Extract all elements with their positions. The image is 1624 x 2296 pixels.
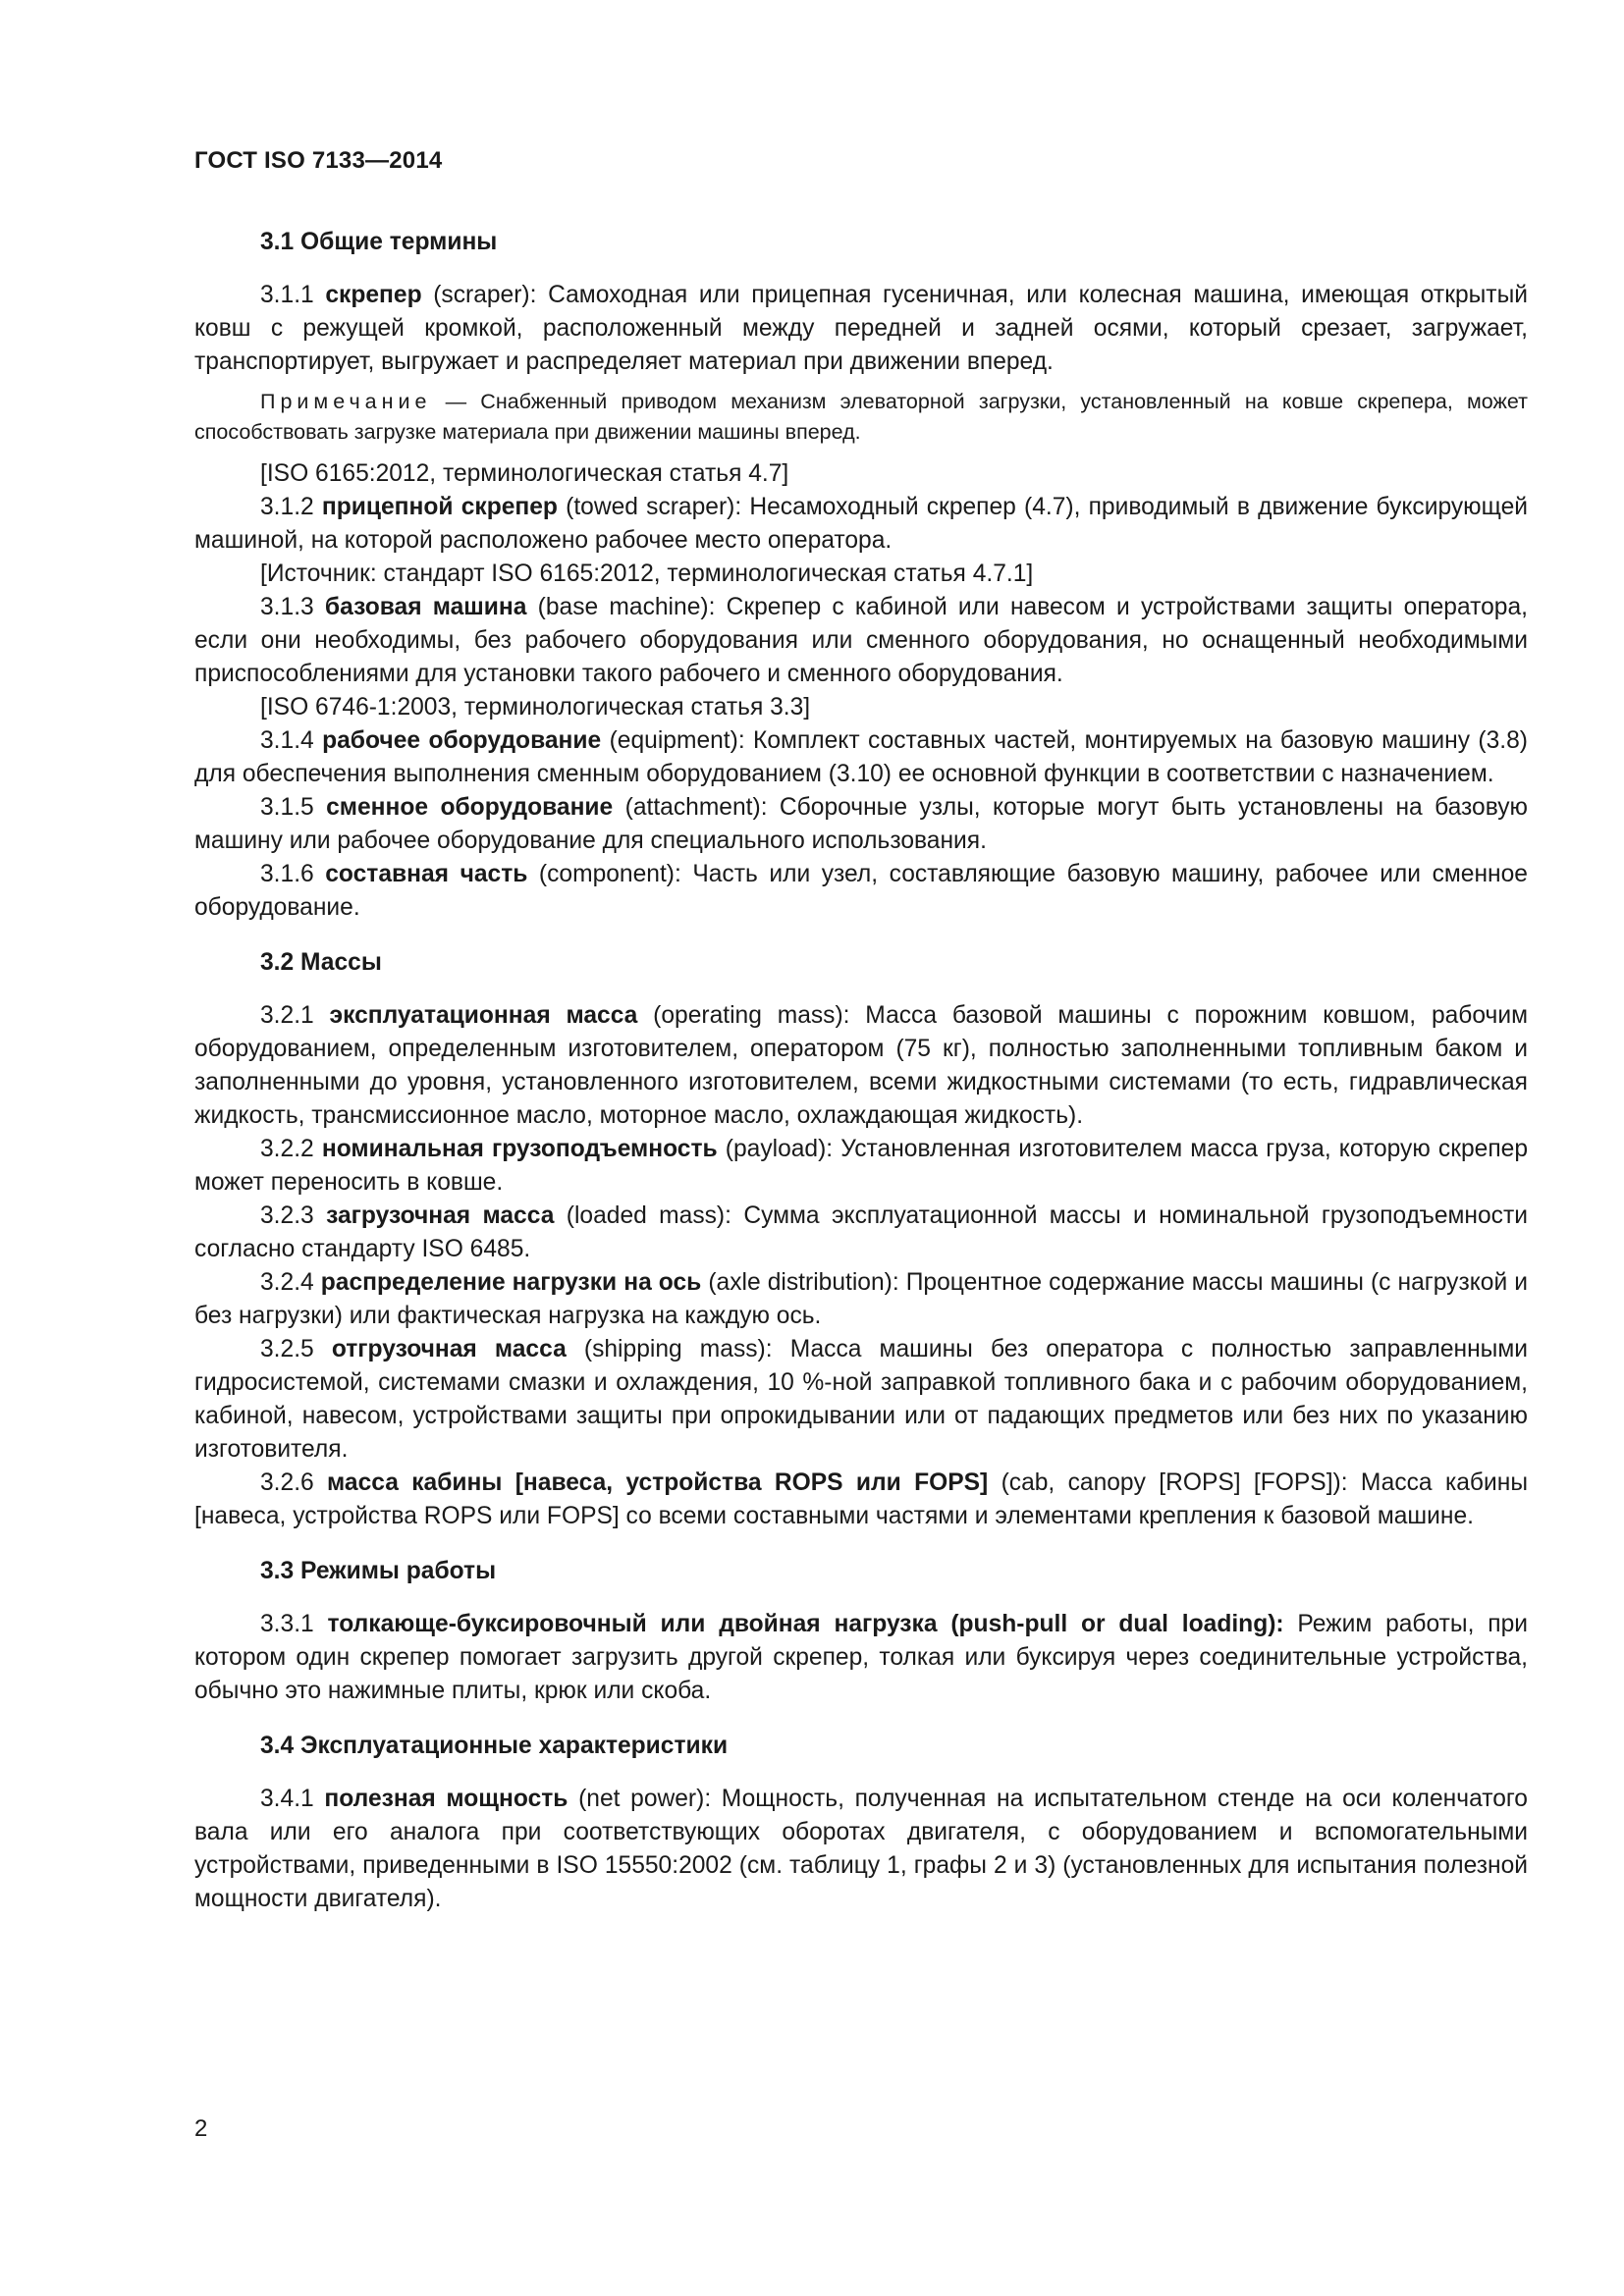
- section-spacer: [194, 1708, 1528, 1730]
- term-text: (payload): Установленная изготовителем масса груза, которую скрепер может переносить в ковше.: [194, 1136, 1528, 1196]
- term-definition: [194, 1608, 1528, 1708]
- source-reference: [ISO 6746-1:2003, терминологическая статья 3.3]: [260, 694, 811, 721]
- term-definition: [194, 491, 1528, 558]
- term-name: толкающе-буксировочный или двойная нагрузка (push-pull or dual loading):: [327, 1611, 1284, 1637]
- term-number: 3.2.6: [260, 1469, 314, 1496]
- term-name: номинальная грузоподъемность: [321, 1136, 718, 1162]
- term-number: 3.1.5: [260, 794, 314, 821]
- note-label: Примечание: [260, 390, 432, 413]
- term-number: 3.1.2: [260, 494, 314, 520]
- term-text: (component): Часть или узел, составляющие базовую машину, рабочее или сменное оборудование.: [194, 861, 1528, 921]
- term-text: (operating mass): Масса базовой машины с порожним ковшом, рабочим оборудованием, определенным изготовителем, оператором (75 кг), полностью заполненными топливным баком и заполненными до уровня, установленного изготовителем, всеми жидкостными системами (то есть, гидравлическая жидкость, трансмиссионное масло, моторное масло, охлаждающая жидкость).: [194, 1002, 1528, 1129]
- term-definition: [194, 1133, 1528, 1200]
- source-reference: [Источник: стандарт ISO 6165:2012, терминологическая статья 4.7.1]: [260, 561, 1034, 587]
- term-definition: [194, 724, 1528, 791]
- term-definition: [194, 279, 1528, 379]
- section: [194, 1555, 1528, 1730]
- term-number: 3.1.1: [260, 282, 314, 308]
- term-text: (equipment): Комплект составных частей, монтируемых на базовую машину (3.8) для обеспечения выполнения сменным оборудованием (3.10) ее основной функции в соответствии с назначением.: [194, 727, 1528, 787]
- section-title: 3.3 Режимы работы: [260, 1558, 497, 1584]
- term-number: 3.2.1: [260, 1002, 314, 1029]
- term-definition: [194, 1333, 1528, 1467]
- section-title: 3.2 Массы: [260, 949, 382, 976]
- term-number: 3.3.1: [260, 1611, 314, 1637]
- term-name: базовая машина: [324, 594, 527, 620]
- term-text: (base machine): Скрепер с кабиной или навесом и устройствами защиты оператора, если они необходимы, без рабочего оборудования или сменного оборудования, но оснащенный необходимыми приспособлениями для установки такого рабочего и сменного оборудования.: [194, 594, 1528, 687]
- term-text: (towed scraper): Несамоходный скрепер (4.7), приводимый в движение буксирующей машиной, на которой расположено рабочее место оператора.: [194, 494, 1528, 554]
- note-text: — Снабженный приводом механизм элеваторной загрузки, установленный на ковше скрепера, может способствовать загрузке материала при движении машины вперед.: [194, 390, 1528, 444]
- term-definition: [194, 999, 1528, 1133]
- term-number: 3.2.4: [260, 1269, 314, 1296]
- term-name: прицепной скрепер: [321, 494, 558, 520]
- term-definition: [194, 791, 1528, 858]
- term-text: (net power): Мощность, полученная на испытательном стенде на оси коленчатого вала или его аналога при соответствующих оборотах двигателя, с оборудованием и вспомогательными устройствами, приведенными в ISO 15550:2002 (см. таблицу 1, графы 2 и 3) (установленных для испытания полезной мощности двигателя).: [194, 1786, 1528, 1912]
- document-header: ГОСТ ISO 7133—2014: [194, 147, 443, 174]
- term-number: 3.1.3: [260, 594, 314, 620]
- section: [194, 1730, 1528, 1916]
- term-text: (scraper): Самоходная или прицепная гусеничная, или колесная машина, имеющая открытый ковш с режущей кромкой, расположенный между передней и задней осями, который срезает, загружает, транспортирует, выгружает и распределяет материал при движении вперед.: [194, 282, 1528, 375]
- term-text: (loaded mass): Сумма эксплуатационной массы и номинальной грузоподъемности согласно стандарту ISO 6485.: [194, 1202, 1528, 1262]
- term-name: распределение нагрузки на ось: [320, 1269, 702, 1296]
- term-name: сменное оборудование: [326, 794, 614, 821]
- term-name: рабочее оборудование: [322, 727, 602, 754]
- term-number: 3.4.1: [260, 1786, 314, 1812]
- term-text: Режим работы, при котором один скрепер помогает загрузить другой скрепер, толкая или буксируя через соединительные устройства, обычно это нажимные плиты, крюк или скоба.: [194, 1611, 1528, 1704]
- section-title: 3.4 Эксплуатационные характеристики: [260, 1733, 729, 1759]
- term-name: скрепер: [325, 282, 422, 308]
- term-definition: [194, 1467, 1528, 1533]
- source-reference: [ISO 6165:2012, терминологическая статья 4.7]: [260, 460, 789, 487]
- term-number: 3.2.2: [260, 1136, 314, 1162]
- term-name: составная часть: [325, 861, 528, 887]
- term-text: (shipping mass): Масса машины без оператора с полностью заправленными гидросистемой, системами смазки и охлаждения, 10 %-ной заправкой топливного бака и с рабочим оборудованием, кабиной, навесом, устройствами защиты при опрокидывании или от падающих предметов или без них по указанию изготовителя.: [194, 1336, 1528, 1463]
- term-definition: [194, 591, 1528, 691]
- document-body: [194, 226, 1528, 1916]
- term-name: загрузочная масса: [326, 1202, 555, 1229]
- term-name: эксплуатационная масса: [329, 1002, 638, 1029]
- term-text: (cab, canopy [ROPS] [FOPS]): Масса кабины [навеса, устройства ROPS или FOPS] со всеми составными частями и элементами крепления к базовой машине.: [194, 1469, 1529, 1529]
- term-definition: [194, 1783, 1528, 1916]
- term-definition: [194, 1266, 1528, 1333]
- term-name: масса кабины [навеса, устройства ROPS или FOPS]: [327, 1469, 989, 1496]
- term-number: 3.2.5: [260, 1336, 314, 1362]
- term-text: (axle distribution): Процентное содержание массы машины (с нагрузкой и без нагрузки) или фактическая нагрузка на каждую ось.: [194, 1269, 1528, 1329]
- section: [194, 946, 1528, 1555]
- term-number: 3.1.6: [260, 861, 314, 887]
- section-spacer: [194, 1533, 1528, 1555]
- page-number: 2: [194, 2115, 208, 2142]
- section: [194, 226, 1528, 946]
- note: [194, 387, 1528, 448]
- term-text: (attachment): Сборочные узлы, которые могут быть установлены на базовую машину или рабочее оборудование для специального использования.: [194, 794, 1528, 854]
- section-spacer: [194, 925, 1528, 946]
- term-definition: [194, 858, 1528, 925]
- term-number: 3.2.3: [260, 1202, 314, 1229]
- term-number: 3.1.4: [260, 727, 314, 754]
- term-name: полезная мощность: [324, 1786, 568, 1812]
- term-definition: [194, 1200, 1528, 1266]
- term-name: отгрузочная масса: [331, 1336, 567, 1362]
- section-title: 3.1 Общие термины: [260, 229, 498, 255]
